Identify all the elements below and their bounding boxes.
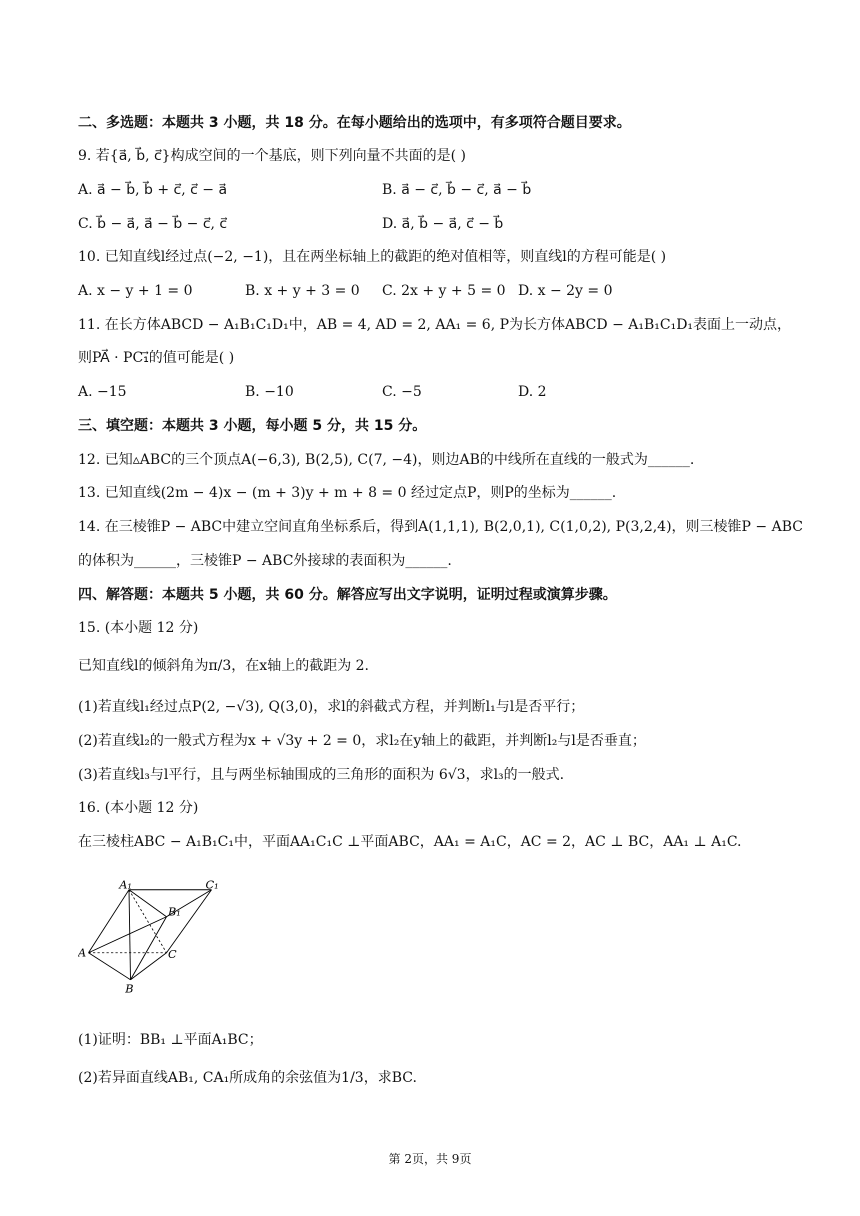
q16-intro: 在三棱柱ABC − A₁B₁C₁中，平面AA₁C₁C ⊥平面ABC，AA₁ = A₁C，AC = 2，AC ⊥ BC，AA₁ ⊥ A₁C. xyxy=(78,834,742,850)
label-a1: A₁ xyxy=(119,878,132,892)
q16-title: 16. (本小题 12 分) xyxy=(78,800,199,816)
q9-stem: 9. 若{a⃗, b⃗, c⃗}构成空间的一个基底，则下列向量不共面的是( ) xyxy=(78,148,466,164)
q10-option-a: A. x − y + 1 = 0 xyxy=(78,283,193,299)
q15-intro: 已知直线l的倾斜角为π/3，在x轴上的截距为 2. xyxy=(78,658,370,674)
q10-option-b: B. x + y + 3 = 0 xyxy=(245,283,360,299)
q9-option-c: C. b⃗ − a⃗, a⃗ − b⃗ − c⃗, c⃗ xyxy=(78,216,228,232)
q11-option-b: B. −10 xyxy=(245,384,294,400)
q16-part1: (1)证明：BB₁ ⊥平面A₁BC； xyxy=(78,1032,263,1048)
q14-stem-line2: 的体积为______，三棱锥P − ABC外接球的表面积为______. xyxy=(78,553,452,569)
q14-stem-line1: 14. 在三棱锥P − ABC中建立空间直角坐标系后，得到A(1,1,1), B(2,0,1), C(1,0,2), P(3,2,4)，则三棱锥P − ABC xyxy=(78,519,803,535)
q11-option-a: A. −15 xyxy=(78,384,127,400)
q15-part1: (1)若直线l₁经过点P(2, −√3), Q(3,0)，求l的斜截式方程，并判断l₁与l是否平行； xyxy=(78,699,585,715)
q9-option-b: B. a⃗ − c⃗, b⃗ − c⃗, a⃗ − b⃗ xyxy=(382,182,532,198)
q15-part2: (2)若直线l₂的一般式方程为x + √3y + 2 = 0，求l₂在y轴上的截距，并判断l₂与l是否垂直； xyxy=(78,733,646,749)
multi-choice-heading: 二、多选题：本题共 3 小题，共 18 分。在每小题给出的选项中，有多项符合题目要求。 xyxy=(78,115,631,131)
q15-title: 15. (本小题 12 分) xyxy=(78,620,199,636)
q10-stem: 10. 已知直线l经过点(−2, −1)，且在两坐标轴上的截距的绝对值相等，则直线l的方程可能是( ) xyxy=(78,249,667,265)
label-c1: C₁ xyxy=(205,878,219,892)
q16-part2: (2)若异面直线AB₁, CA₁所成角的余弦值为1/3，求BC. xyxy=(78,1070,417,1086)
q10-option-c: C. 2x + y + 5 = 0 xyxy=(382,283,506,299)
q11-option-c: C. −5 xyxy=(382,384,422,400)
q11-stem-line2: 则PA⃗ · PC₁⃗的值可能是( ) xyxy=(78,350,235,366)
label-a: A xyxy=(78,946,87,960)
fill-heading: 三、填空题：本题共 3 小题，每小题 5 分，共 15 分。 xyxy=(78,418,427,434)
q13-stem: 13. 已知直线(2m − 4)x − (m + 3)y + m + 8 = 0 经过定点P，则P的坐标为______. xyxy=(78,485,617,501)
page-footer: 第 2页，共 9页 xyxy=(388,1152,472,1166)
q9-option-d: D. a⃗, b⃗ − a⃗, c⃗ − b⃗ xyxy=(382,216,504,232)
q10-option-d: D. x − 2y = 0 xyxy=(518,283,613,299)
q11-stem-line1: 11. 在长方体ABCD − A₁B₁C₁D₁中，AB = 4, AD = 2, AA₁ = 6, P为长方体ABCD − A₁B₁C₁D₁表面上一动点， xyxy=(78,317,792,333)
q9-option-a: A. a⃗ − b⃗, b⃗ + c⃗, c⃗ − a⃗ xyxy=(78,182,228,198)
solve-heading: 四、解答题：本题共 5 小题，共 60 分。解答应写出文字说明，证明过程或演算步骤。 xyxy=(78,587,617,603)
q11-option-d: D. 2 xyxy=(518,384,547,400)
label-b: B xyxy=(125,982,134,996)
label-b1: B₁ xyxy=(168,905,181,919)
label-c: C xyxy=(168,948,177,961)
q15-part3: (3)若直线l₃与l平行，且与两坐标轴围成的三角形的面积为 6√3，求l₃的一般式. xyxy=(78,767,565,783)
q12-stem: 12. 已知▵ABC的三个顶点A(−6,3), B(2,5), C(7, −4)，则边AB的中线所在直线的一般式为______. xyxy=(78,452,695,468)
prism-figure xyxy=(78,862,228,1012)
